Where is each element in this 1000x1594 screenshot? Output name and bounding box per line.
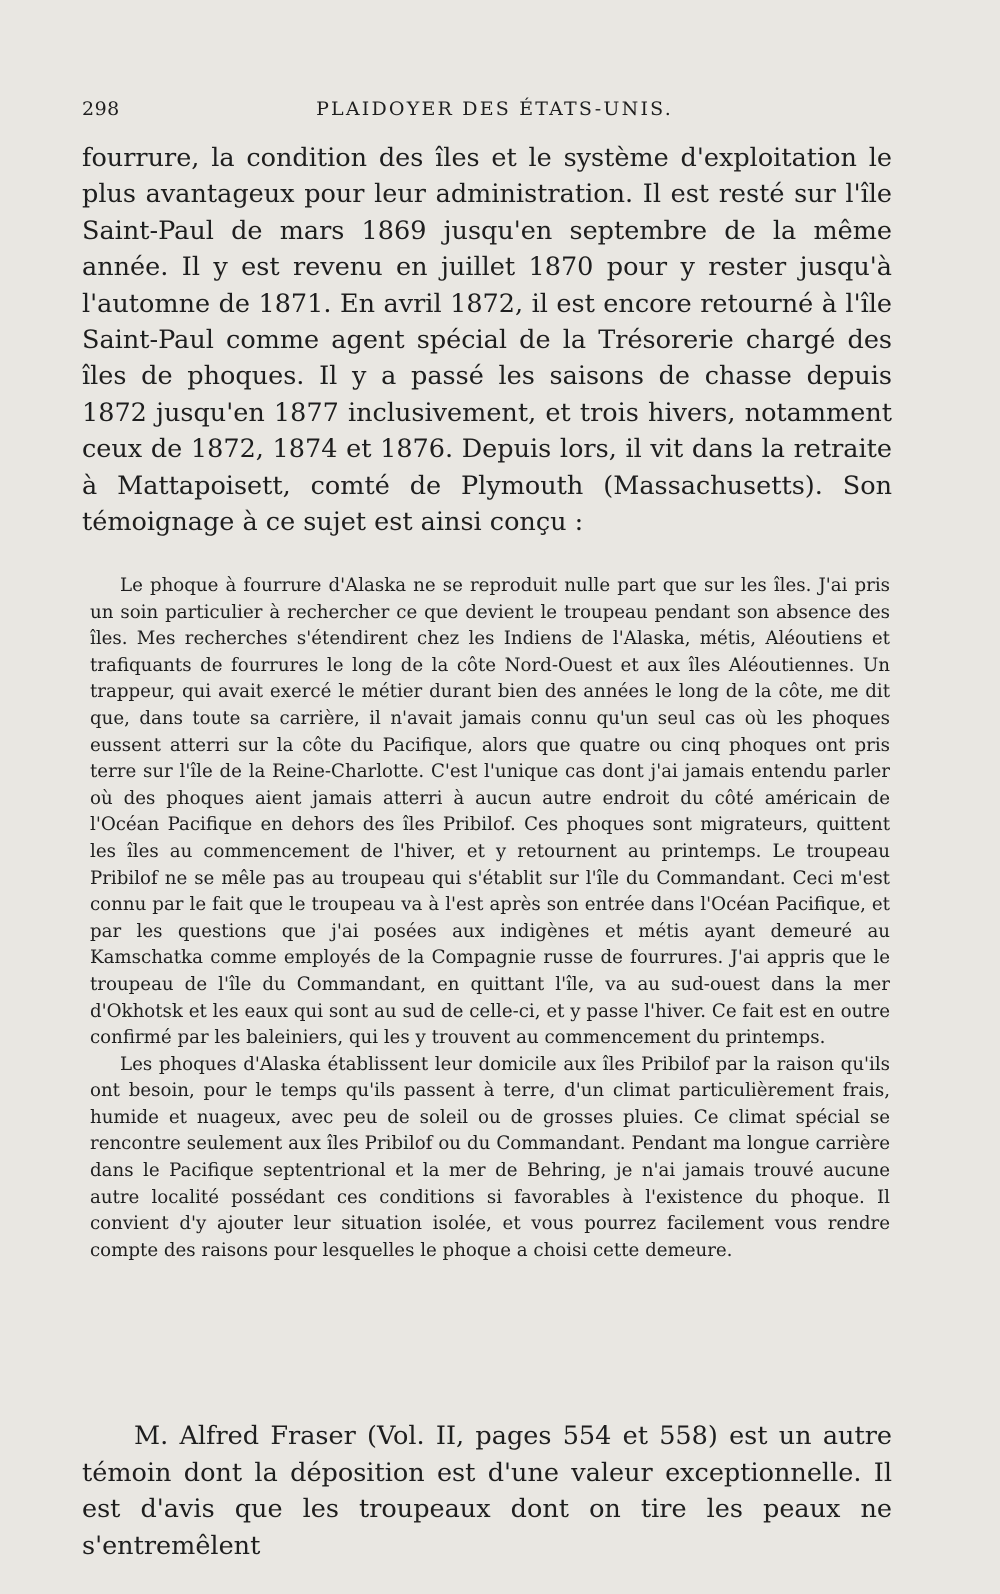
page-header (82, 98, 907, 128)
testimony-quotation (90, 573, 890, 1264)
running-head: PLAIDOYER DES ÉTATS-UNIS. (316, 98, 673, 120)
quotation-paragraph-2: Les phoques d'Alaska établissent leur domicile aux îles Pribilof par la raison qu'ils ont besoin, pour le temps qu'ils passent à terre, d'un climat particulièrement frais, humide et nuageux, avec peu de soleil ou de grosses pluies. Ce climat spécial se rencontre seulement aux îles Pribilof ou du Commandant. Pendant ma longue carrière dans le Pacifique septentrional et la mer de Behring, je n'ai jamais trouvé aucune autre localité possédant ces conditions si favorables à l'existence du phoque. Il convient d'y ajouter leur situation isolée, et vous pourrez facilement vous rendre compte des raisons pour lesquelles le phoque a choisi cette demeure. (90, 1053, 890, 1261)
page-number: 298 (82, 98, 120, 120)
intro-paragraph: fourrure, la condition des îles et le système d'exploitation le plus avantageux pour leur administration. Il est resté sur l'île Saint-Paul de mars 1869 jusqu'en septembre de la même année. Il y est revenu en juillet 1870 pour y rester jusqu'à l'automne de 1871. En avril 1872, il est encore retourné à l'île Saint-Paul comme agent spécial de la Trésorerie chargé des îles de phoques. Il y a passé les saisons de chasse depuis 1872 jusqu'en 1877 inclusivement, et trois hivers, notamment ceux de 1872, 1874 et 1876. Depuis lors, il vit dans la retraite à Mattapoisett, comté de Plymouth (Massachusetts). Son témoignage à ce sujet est ainsi conçu : (82, 143, 892, 538)
closing-paragraph: M. Alfred Fraser (Vol. II, pages 554 et 558) est un autre témoin dont la déposition est d'une valeur exceptionnelle. Il est d'avis que les troupeaux dont on tire les peaux ne s'entremêlent (82, 1421, 892, 1561)
quotation-paragraph-1: Le phoque à fourrure d'Alaska ne se reproduit nulle part que sur les îles. J'ai pris un soin particulier à rechercher ce que devient le troupeau pendant son absence des îles. Mes recherches s'étendirent chez les Indiens de l'Alaska, métis, Aléoutiens et trafiquants de fourrures le long de la côte Nord-Ouest et aux îles Aléoutiennes. Un trappeur, qui avait exercé le métier durant bien des années le long de la côte, me dit que, dans toute sa carrière, il n'avait jamais connu qu'un seul cas où les phoques eussent atterri sur la côte du Pacifique, alors que quatre ou cinq phoques ont pris terre sur l'île de la Reine-Charlotte. C'est l'unique cas dont j'ai jamais entendu parler où des phoques aient jamais atterri à aucun autre endroit du côté américain de l'Océan Pacifique en dehors des îles Pribilof. Ces phoques sont migrateurs, quittent les îles au commencement de l'hiver, et y retournent au printemps. Le troupeau Pribilof ne se mêle pas au troupeau qui s'établit sur l'île du Commandant. Ceci m'est connu par le fait que le troupeau va à l'est après son entrée dans l'Océan Pacifique, et par les questions que j'ai posées aux indigènes et métis ayant demeuré au Kamschatka comme employés de la Compagnie russe de fourrures. J'ai appris que le troupeau de l'île du Commandant, en quittant l'île, va au sud-ouest dans la mer d'Okhotsk et les eaux qui sont au sud de celle-ci, et y passe l'hiver. Ce fait est en outre confirmé par les baleiniers, qui les y trouvent au commencement du printemps. (90, 575, 890, 1049)
